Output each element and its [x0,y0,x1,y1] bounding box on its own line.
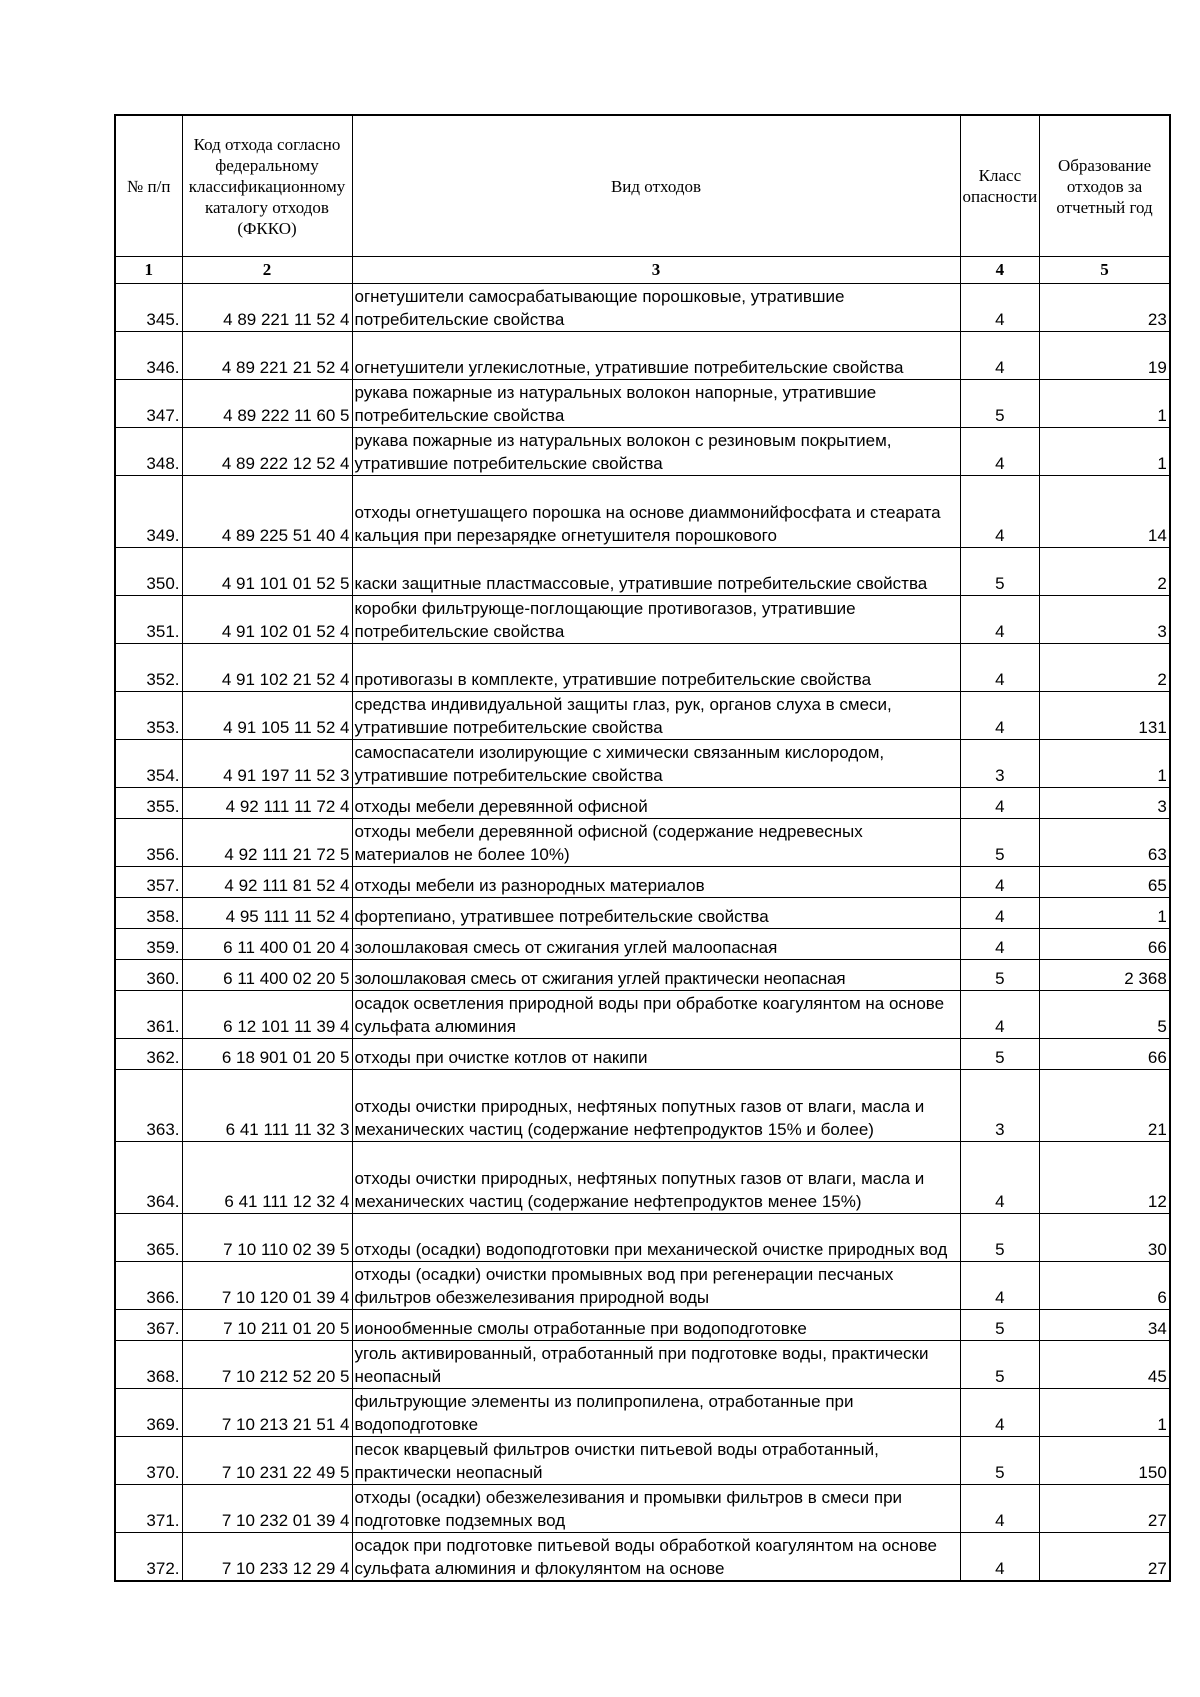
table-row [115,1214,1170,1262]
row-number: 349. [115,476,182,548]
table-row [115,960,1170,991]
table-row [115,548,1170,596]
row-number: 357. [115,867,182,898]
waste-name: уголь активированный, отработанный при подготовке воды, практически неопасный [352,1341,960,1389]
waste-amount: 1 [1040,898,1170,929]
row-number: 365. [115,1214,182,1262]
row-number: 348. [115,428,182,476]
waste-amount: 131 [1040,692,1170,740]
waste-name: осадок осветления природной воды при обработке коагулянтом на основе сульфата алюминия [352,991,960,1039]
waste-code: 4 91 102 21 52 4 [182,644,352,692]
waste-amount: 2 [1040,644,1170,692]
row-number: 363. [115,1070,182,1142]
waste-code: 6 41 111 11 32 3 [182,1070,352,1142]
waste-amount: 65 [1040,867,1170,898]
row-number: 352. [115,644,182,692]
waste-amount: 2 368 [1040,960,1170,991]
hazard-class: 5 [960,819,1040,867]
waste-code: 7 10 110 02 39 5 [182,1214,352,1262]
waste-name: противогазы в комплекте, утратившие потребительские свойства [352,644,960,692]
waste-amount: 63 [1040,819,1170,867]
row-number: 356. [115,819,182,867]
waste-name: самоспасатели изолирующие с химически связанным кислородом, утратившие потребительские свойства [352,740,960,788]
table-row [115,929,1170,960]
table-row [115,476,1170,548]
row-number: 361. [115,991,182,1039]
table-row [115,596,1170,644]
waste-code: 4 92 111 21 72 5 [182,819,352,867]
waste-amount: 21 [1040,1070,1170,1142]
waste-name: огнетушители углекислотные, утратившие потребительские свойства [352,332,960,380]
waste-amount: 3 [1040,788,1170,819]
waste-amount: 1 [1040,740,1170,788]
waste-code: 6 41 111 12 32 4 [182,1142,352,1214]
waste-code: 4 89 222 12 52 4 [182,428,352,476]
waste-code: 6 11 400 01 20 4 [182,929,352,960]
hazard-class: 3 [960,1070,1040,1142]
row-number: 364. [115,1142,182,1214]
hazard-class: 5 [960,1214,1040,1262]
column-number: 3 [352,257,960,284]
waste-name: отходы огнетушащего порошка на основе диаммонийфосфата и стеарата кальция при перезарядке огнетушителя порошкового [352,476,960,548]
waste-code: 7 10 233 12 29 4 [182,1533,352,1582]
waste-code: 4 91 101 01 52 5 [182,548,352,596]
row-number: 366. [115,1262,182,1310]
waste-name: отходы мебели деревянной офисной (содержание недревесных материалов не более 10%) [352,819,960,867]
table-row [115,1310,1170,1341]
hazard-class: 4 [960,428,1040,476]
column-number: 5 [1040,257,1170,284]
waste-amount: 30 [1040,1214,1170,1262]
table-row [115,1262,1170,1310]
hazard-class: 4 [960,644,1040,692]
waste-amount: 14 [1040,476,1170,548]
table-row [115,332,1170,380]
waste-code: 4 89 221 11 52 4 [182,284,352,332]
waste-name: коробки фильтрующе-поглощающие противогазов, утратившие потребительские свойства [352,596,960,644]
hazard-class: 4 [960,332,1040,380]
waste-amount: 1 [1040,428,1170,476]
hazard-class: 5 [960,1310,1040,1341]
waste-amount: 1 [1040,380,1170,428]
waste-code: 6 11 400 02 20 5 [182,960,352,991]
row-number: 367. [115,1310,182,1341]
waste-name: фильтрующие элементы из полипропилена, отработанные при водоподготовке [352,1389,960,1437]
waste-amount: 12 [1040,1142,1170,1214]
hazard-class: 4 [960,1533,1040,1582]
waste-code: 6 18 901 01 20 5 [182,1039,352,1070]
waste-code: 7 10 231 22 49 5 [182,1437,352,1485]
column-number: 1 [115,257,182,284]
waste-name: осадок при подготовке питьевой воды обработкой коагулянтом на основе сульфата алюминия и флокулянтом на основе [352,1533,960,1582]
waste-name: золошлаковая смесь от сжигания углей практически неопасная [352,960,960,991]
waste-name: отходы очистки природных, нефтяных попутных газов от влаги, масла и механических частиц (содержание нефтепродуктов 15% и более) [352,1070,960,1142]
row-number: 368. [115,1341,182,1389]
row-number: 353. [115,692,182,740]
table-row [115,644,1170,692]
waste-name: отходы очистки природных, нефтяных попутных газов от влаги, масла и механических частиц (содержание нефтепродуктов менее 15%) [352,1142,960,1214]
table-row [115,867,1170,898]
table-row [115,1070,1170,1142]
waste-name: огнетушители самосрабатывающие порошковые, утратившие потребительские свойства [352,284,960,332]
hazard-class: 4 [960,1262,1040,1310]
waste-code: 7 10 213 21 51 4 [182,1389,352,1437]
row-number: 369. [115,1389,182,1437]
hazard-class: 4 [960,476,1040,548]
waste-code: 7 10 212 52 20 5 [182,1341,352,1389]
table-row [115,1039,1170,1070]
table-row [115,380,1170,428]
waste-name: отходы (осадки) обезжелезивания и промывки фильтров в смеси при подготовке подземных вод [352,1485,960,1533]
waste-name: фортепиано, утратившее потребительские свойства [352,898,960,929]
hazard-class: 5 [960,1437,1040,1485]
hazard-class: 5 [960,548,1040,596]
table-row [115,991,1170,1039]
header-row-number: № п/п [115,115,182,257]
waste-code: 7 10 232 01 39 4 [182,1485,352,1533]
hazard-class: 4 [960,898,1040,929]
hazard-class: 5 [960,960,1040,991]
waste-amount: 66 [1040,929,1170,960]
waste-amount: 27 [1040,1533,1170,1582]
waste-name: золошлаковая смесь от сжигания углей малоопасная [352,929,960,960]
row-number: 355. [115,788,182,819]
hazard-class: 3 [960,740,1040,788]
waste-code: 4 92 111 11 72 4 [182,788,352,819]
waste-name: отходы при очистке котлов от накипи [352,1039,960,1070]
waste-code: 4 89 221 21 52 4 [182,332,352,380]
waste-name: средства индивидуальной защиты глаз, рук, органов слуха в смеси, утратившие потребительские свойства [352,692,960,740]
waste-name: песок кварцевый фильтров очистки питьевой воды отработанный, практически неопасный [352,1437,960,1485]
waste-name: ионообменные смолы отработанные при водоподготовке [352,1310,960,1341]
hazard-class: 4 [960,867,1040,898]
hazard-class: 4 [960,1485,1040,1533]
header-row [115,115,1170,257]
row-number: 359. [115,929,182,960]
row-number: 371. [115,1485,182,1533]
waste-code: 7 10 120 01 39 4 [182,1262,352,1310]
row-number: 362. [115,1039,182,1070]
table-row [115,819,1170,867]
table-row [115,1533,1170,1582]
header-waste-code: Код отхода согласно федеральному классификационному каталогу отходов (ФККО) [182,115,352,257]
waste-name: рукава пожарные из натуральных волокон с резиновым покрытием, утратившие потребительские свойства [352,428,960,476]
waste-name: рукава пожарные из натуральных волокон напорные, утратившие потребительские свойства [352,380,960,428]
hazard-class: 4 [960,596,1040,644]
waste-code: 4 89 222 11 60 5 [182,380,352,428]
waste-amount: 1 [1040,1389,1170,1437]
hazard-class: 4 [960,692,1040,740]
hazard-class: 4 [960,1389,1040,1437]
waste-amount: 23 [1040,284,1170,332]
waste-amount: 5 [1040,991,1170,1039]
table-row [115,1341,1170,1389]
table-row [115,1485,1170,1533]
hazard-class: 5 [960,380,1040,428]
column-number: 2 [182,257,352,284]
waste-code: 4 95 111 11 52 4 [182,898,352,929]
waste-name: отходы (осадки) водоподготовки при механической очистке природных вод [352,1214,960,1262]
table-row [115,284,1170,332]
row-number: 372. [115,1533,182,1582]
waste-amount: 19 [1040,332,1170,380]
waste-name: каски защитные пластмассовые, утратившие потребительские свойства [352,548,960,596]
hazard-class: 5 [960,1039,1040,1070]
waste-amount: 150 [1040,1437,1170,1485]
hazard-class: 5 [960,1341,1040,1389]
waste-amount: 66 [1040,1039,1170,1070]
waste-name: отходы мебели из разнородных материалов [352,867,960,898]
table-row [115,1389,1170,1437]
waste-table [114,114,1171,1582]
waste-name: отходы (осадки) очистки промывных вод при регенерации песчаных фильтров обезжелезивания природной воды [352,1262,960,1310]
waste-code: 4 89 225 51 40 4 [182,476,352,548]
header-waste-amount: Образование отходов за отчетный год [1040,115,1170,257]
waste-amount: 45 [1040,1341,1170,1389]
waste-code: 4 91 102 01 52 4 [182,596,352,644]
table-row [115,740,1170,788]
row-number: 360. [115,960,182,991]
waste-code: 7 10 211 01 20 5 [182,1310,352,1341]
waste-amount: 3 [1040,596,1170,644]
hazard-class: 4 [960,929,1040,960]
waste-amount: 27 [1040,1485,1170,1533]
row-number: 350. [115,548,182,596]
table-row [115,898,1170,929]
header-hazard-class: Класс опасности [960,115,1040,257]
hazard-class: 4 [960,284,1040,332]
row-number: 351. [115,596,182,644]
header-waste-type: Вид отходов [352,115,960,257]
row-number: 354. [115,740,182,788]
waste-code: 6 12 101 11 39 4 [182,991,352,1039]
waste-amount: 2 [1040,548,1170,596]
waste-name: отходы мебели деревянной офисной [352,788,960,819]
row-number: 345. [115,284,182,332]
table-row [115,1142,1170,1214]
row-number: 370. [115,1437,182,1485]
row-number: 346. [115,332,182,380]
waste-code: 4 91 197 11 52 3 [182,740,352,788]
hazard-class: 4 [960,991,1040,1039]
row-number: 358. [115,898,182,929]
table-row [115,788,1170,819]
row-number: 347. [115,380,182,428]
table-row [115,428,1170,476]
waste-amount: 34 [1040,1310,1170,1341]
table-row [115,692,1170,740]
waste-amount: 6 [1040,1262,1170,1310]
hazard-class: 4 [960,1142,1040,1214]
column-number: 4 [960,257,1040,284]
table-row [115,1437,1170,1485]
waste-code: 4 91 105 11 52 4 [182,692,352,740]
column-numbers-row [115,257,1170,284]
hazard-class: 4 [960,788,1040,819]
waste-code: 4 92 111 81 52 4 [182,867,352,898]
